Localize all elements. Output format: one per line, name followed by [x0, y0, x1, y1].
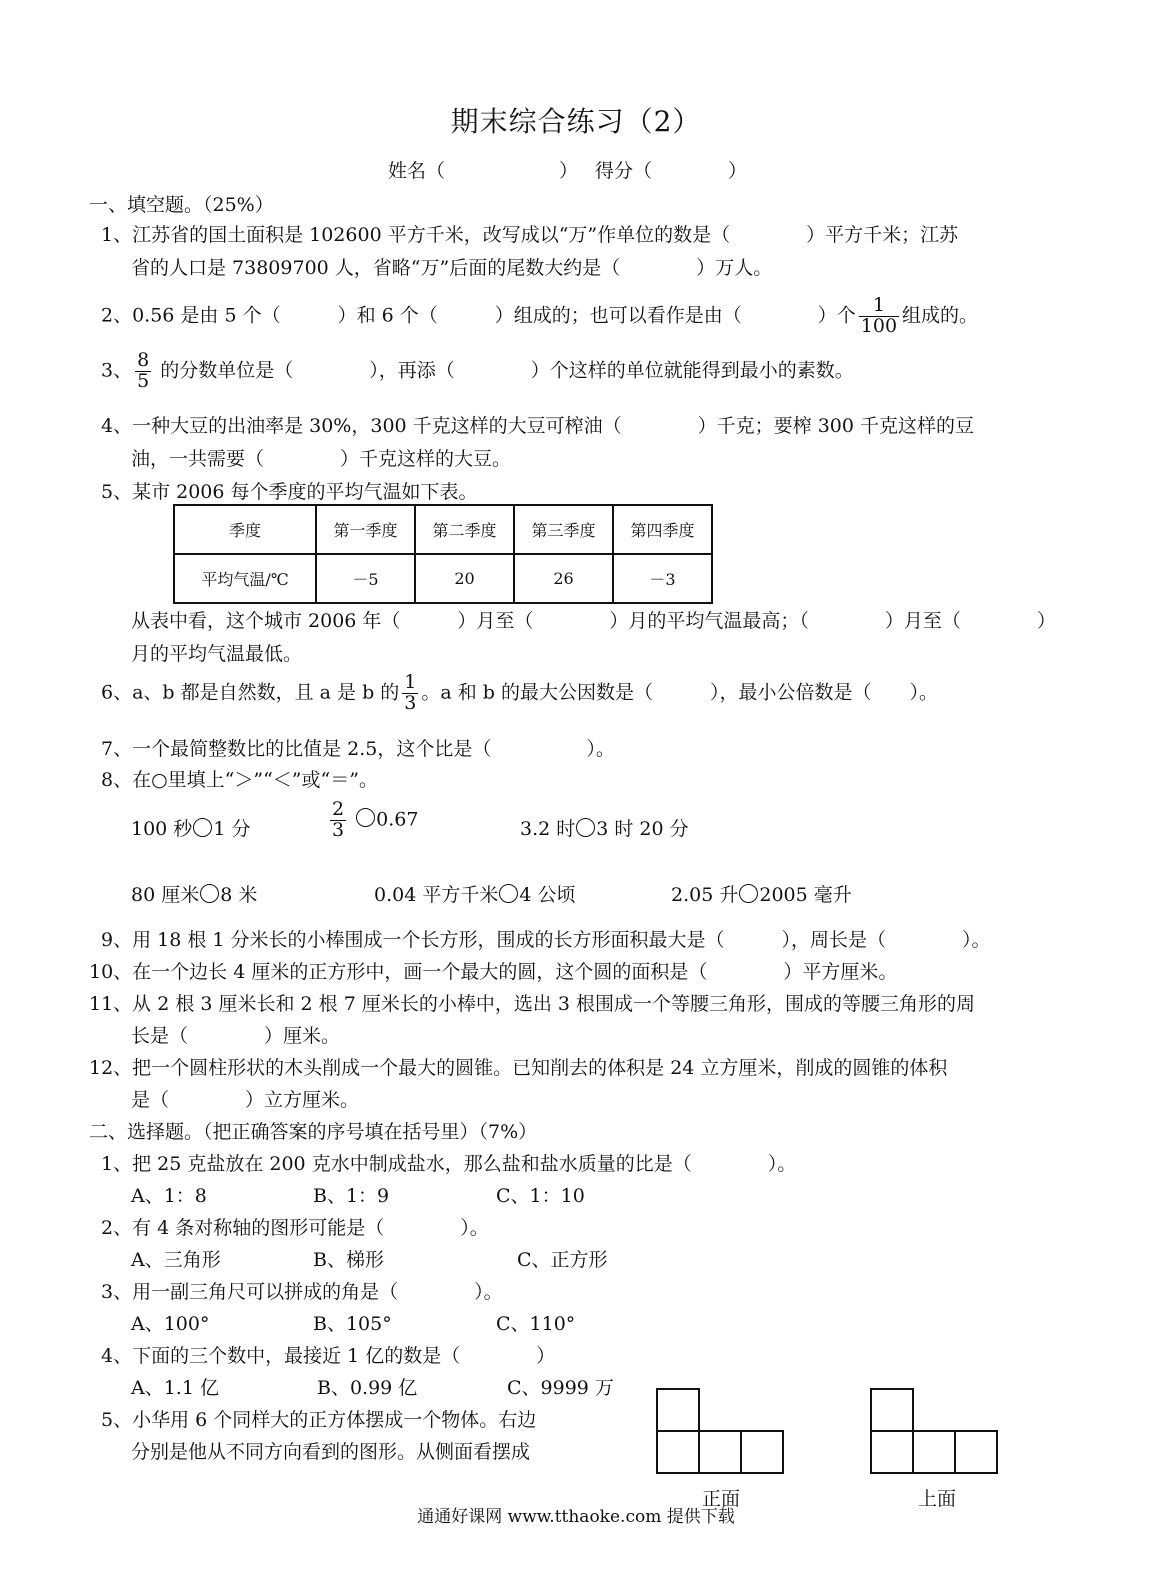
option-a[interactable]: A、三角形 [131, 1249, 221, 1271]
question-11-line-2: 长是（ ）厘米。 [131, 1025, 341, 1047]
footer-source: 通通好课网 www.tthaoke.com 提供下载 [417, 1507, 735, 1527]
compare-left: 2.05 升 [671, 884, 739, 906]
circle-blank[interactable] [193, 818, 212, 837]
compare-left: 80 厘米 [131, 884, 200, 906]
compare-left: 3.2 时 [520, 818, 576, 840]
table-cell: 第二季度 [415, 505, 514, 554]
name-field-label: 姓名（ ） [388, 160, 579, 182]
table-cell: －3 [613, 554, 712, 603]
table-cell: 季度 [174, 505, 316, 554]
table-row [174, 554, 712, 603]
question-5-line-2: 从表中看，这个城市 2006 年（ ）月至（ ）月的平均气温最高；（ ）月至（ ） [131, 610, 1056, 632]
question-5: 5、某市 2006 每个季度的平均气温如下表。 [101, 481, 478, 503]
table-cell: 平均气温/℃ [174, 554, 316, 603]
fraction-denominator: 5 [137, 369, 150, 392]
question-4-line-1: 4、一种大豆的出油率是 30%，300 千克这样的大豆可榨油（ ）千克；要榨 300 千克这样的豆 [101, 415, 975, 437]
question-6-tail: 。a 和 b 的最大公因数是（ ），最小公倍数是（ ）。 [421, 681, 938, 704]
question-6-text: 6、a、b 都是自然数，且 a 是 b 的 [101, 681, 400, 704]
compare-right: 1 分 [213, 818, 251, 840]
question-3-text: 的分数单位是（ ），再添（ ）个这样的单位就能得到最小的素数。 [160, 359, 854, 382]
score-field-label: 得分（ ） [595, 160, 748, 182]
compare-left: 100 秒 [131, 818, 193, 840]
section-1-heading: 一、填空题。（25%） [89, 194, 274, 216]
table-cell: 20 [415, 554, 514, 603]
grid-square [656, 1430, 700, 1474]
compare-4 [131, 880, 257, 907]
option-b[interactable]: B、1：9 [313, 1185, 390, 1207]
question-7: 7、一个最简整数比的比值是 2.5，这个比是（ ）。 [101, 738, 615, 760]
question-10: 10、在一个边长 4 厘米的正方形中，画一个最大的圆，这个圆的面积是（ ）平方厘米。 [89, 961, 898, 983]
choice-question-5-line-1: 5、小华用 6 个同样大的正方体摆成一个物体。右边 [101, 1409, 537, 1431]
circle-blank[interactable] [739, 884, 758, 903]
table-cell: 第四季度 [613, 505, 712, 554]
circle-blank[interactable] [499, 884, 518, 903]
option-c[interactable]: C、1：10 [496, 1185, 585, 1207]
circle-blank[interactable] [200, 884, 219, 903]
page-title: 期末综合练习（2） [450, 105, 702, 138]
table-cell: －5 [316, 554, 415, 603]
grid-square [870, 1430, 914, 1474]
fraction-1-100 [859, 296, 899, 337]
compare-6 [671, 880, 852, 907]
option-b[interactable]: B、105° [313, 1313, 392, 1335]
question-8: 8、在○里填上“＞”“＜”或“＝”。 [101, 769, 378, 791]
fraction-denominator: 3 [332, 818, 345, 841]
question-12-line-2: 是（ ）立方厘米。 [131, 1089, 360, 1111]
temperature-table [173, 504, 713, 604]
option-a[interactable]: A、1.1 亿 [131, 1377, 219, 1399]
question-3 [101, 351, 854, 392]
grid-square [912, 1430, 956, 1474]
grid-square [656, 1388, 700, 1432]
fraction-numerator: 8 [137, 349, 150, 371]
compare-3 [520, 814, 689, 841]
question-12-line-1: 12、把一个圆柱形状的木头削成一个最大的圆锥。已知削去的体积是 24 立方厘米，削成的圆锥的体积 [89, 1057, 948, 1079]
fraction-2-3 [330, 800, 346, 841]
option-b[interactable]: B、梯形 [313, 1249, 384, 1271]
compare-right: 3 时 20 分 [596, 818, 689, 840]
compare-left: 0.04 平方千米 [374, 884, 499, 906]
compare-5 [374, 880, 576, 907]
table-row [174, 505, 712, 554]
option-b[interactable]: B、0.99 亿 [317, 1377, 418, 1399]
table-cell: 第三季度 [514, 505, 613, 554]
option-c[interactable]: C、正方形 [517, 1249, 608, 1271]
fraction-1-3 [402, 673, 418, 714]
choice-question-2: 2、有 4 条对称轴的图形可能是（ ）。 [101, 1217, 489, 1239]
question-2 [101, 296, 978, 337]
question-5-line-3: 月的平均气温最低。 [131, 643, 303, 665]
choice-question-4: 4、下面的三个数中，最接近 1 亿的数是（ ） [101, 1345, 556, 1367]
front-view-label: 正面 [702, 1488, 741, 1510]
compare-right: 4 公顷 [519, 884, 576, 906]
compare-right: 8 米 [220, 884, 258, 906]
fraction-numerator: 2 [332, 798, 345, 820]
question-6 [101, 673, 938, 714]
question-1-line-2: 省的人口是 73809700 人，省略“万”后面的尾数大约是（ ）万人。 [131, 257, 773, 279]
fraction-denominator: 3 [404, 691, 417, 714]
question-11-line-1: 11、从 2 根 3 厘米长和 2 根 7 厘米长的小棒中，选出 3 根围成一个等腰三角形，围成的等腰三角形的周 [89, 993, 976, 1015]
grid-square [954, 1430, 998, 1474]
question-2-tail: 组成的。 [902, 304, 979, 327]
question-3-number: 3、 [101, 359, 133, 382]
grid-square [698, 1430, 742, 1474]
grid-square [740, 1430, 784, 1474]
question-1-line-1: 1、江苏省的国土面积是 102600 平方千米，改写成以“万”作单位的数是（ ）平方千米；江苏 [101, 224, 959, 246]
option-a[interactable]: A、1：8 [131, 1185, 207, 1207]
compare-2 [327, 800, 418, 841]
table-cell: 第一季度 [316, 505, 415, 554]
grid-square [870, 1388, 914, 1432]
compare-right: 2005 毫升 [759, 884, 852, 906]
fraction-numerator: 1 [404, 671, 417, 693]
question-9: 9、用 18 根 1 分米长的小棒围成一个长方形，围成的长方形面积最大是（ ），周长是（ ）。 [101, 929, 991, 951]
section-2-heading: 二、选择题。（把正确答案的序号填在括号里）（7%） [89, 1121, 538, 1143]
option-c[interactable]: C、110° [496, 1313, 576, 1335]
compare-1 [131, 814, 250, 841]
option-a[interactable]: A、100° [131, 1313, 210, 1335]
question-4-line-2: 油，一共需要（ ）千克这样的大豆。 [131, 448, 512, 470]
fraction-numerator: 1 [859, 296, 899, 317]
table-cell: 26 [514, 554, 613, 603]
choice-question-1: 1、把 25 克盐放在 200 克水中制成盐水，那么盐和盐水质量的比是（ ）。 [101, 1153, 797, 1175]
fraction-8-5 [135, 351, 151, 392]
compare-right: 0.67 [376, 808, 419, 831]
top-view-label: 上面 [918, 1488, 957, 1510]
choice-question-5-line-2: 分别是他从不同方向看到的图形。从侧面看摆成 [131, 1441, 531, 1463]
circle-blank[interactable] [576, 818, 595, 837]
fraction-denominator: 100 [860, 314, 898, 337]
circle-blank[interactable] [356, 808, 375, 827]
choice-question-3: 3、用一副三角尺可以拼成的角是（ ）。 [101, 1281, 503, 1303]
option-c[interactable]: C、9999 万 [507, 1377, 614, 1399]
question-2-text: 2、0.56 是由 5 个（ ）和 6 个（ ）组成的；也可以看作是由（ ）个 [101, 304, 856, 327]
